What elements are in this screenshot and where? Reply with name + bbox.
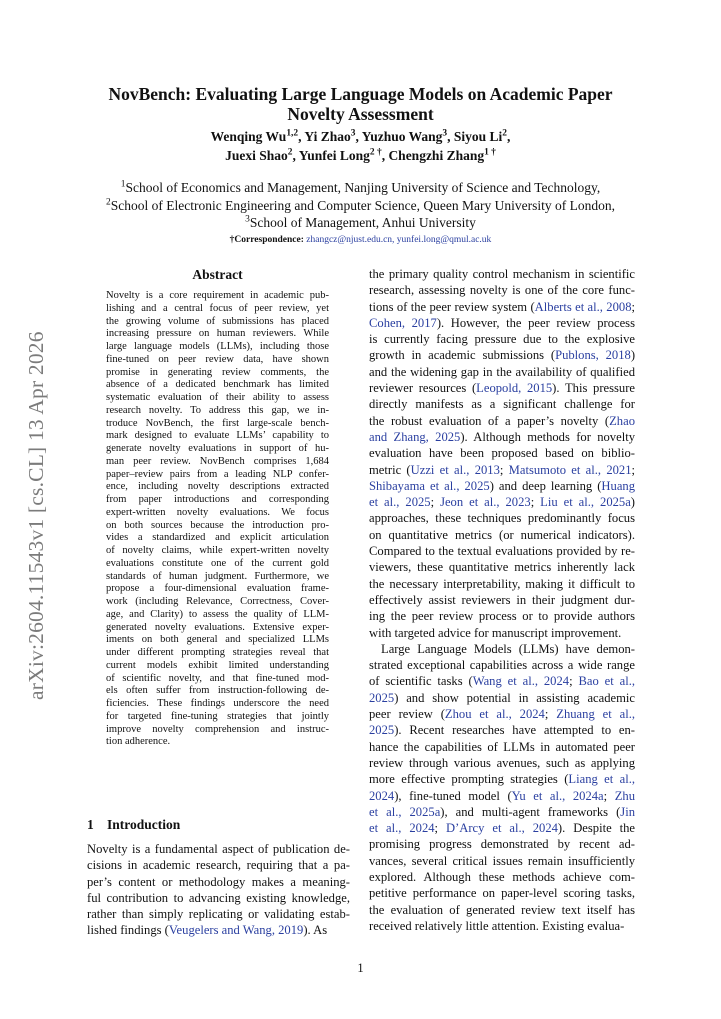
text-line: with targeted advice for manuscript improvement. [369,625,622,640]
abstract-line: evaluations constitute one of the current gold [106,557,329,569]
text-line: rather than simply replicating or validating estab- [87,907,350,922]
abstract-line: expert-written novelty evaluations. We focus [106,506,329,518]
citation-link[interactable]: Zhuang et al., [556,707,635,722]
affiliation-line [60,197,661,215]
section-heading [87,817,180,833]
text-line: metric (Uzzi et al., 2013; Matsumoto et al., 2021; [369,462,635,477]
citation-link[interactable]: et al., 2025 [369,495,431,510]
abstract-line: age, and Clarity) to assess the quality of LLM- [106,608,329,620]
affiliation-mark: 2 [106,197,111,207]
text-line: received relatively little attention. Existing evalua- [369,918,625,933]
citation-link[interactable]: Jeon et al., 2023 [440,495,531,510]
abstract-line: large language models (LLMs), including those [106,341,329,352]
abstract-line: of scientific novelty, and that fine-tuned mod- [106,672,329,684]
abstract-line: absence of a dedicated benchmark has limited [106,379,329,391]
text-line: Compared to the textual evaluations provided by re- [369,544,635,559]
citation-link[interactable]: Jin [620,804,635,819]
citation-link[interactable]: Uzzi et al., 2013 [410,462,500,477]
author-line-1: Wenqing Wu$^{1,2}$, Yi Zhao$^3$, Yuzhuo Wang$^3$, Siyou Li$^2$, [210,128,511,144]
intro-column-left [87,841,350,939]
page-number: 1 [357,961,364,975]
text-line: tions of the peer review system (Alberts et al., 2008; [369,299,635,314]
citation-link[interactable]: Veugelers and Wang, 2019 [168,923,304,938]
abstract-line: iments on both general and specialized LLMs [106,634,329,646]
abstract-line: ence, including novelty descriptions extracted [106,481,329,493]
affiliation-mark: 3 [245,214,250,225]
citation-link[interactable]: 2025 [369,723,395,738]
abstract-line: work (including Relevance, Correctness, Cover- [106,596,329,607]
abstract-body [106,290,329,749]
text-line: ful contribution to advancing existing knowledge, [87,890,350,905]
citation-link[interactable]: Wang et al., 2024 [472,674,570,689]
abstract-line: systematic evaluation of their ability to assess [106,392,329,403]
affiliation-mark: 1 [120,179,126,190]
abstract-line: paper–review pairs from a leading NLP confer- [106,468,329,480]
citation-link[interactable]: Cohen, 2017 [369,315,437,330]
text-line: on quantitative metrics (or numerical indicators). [369,527,635,542]
author-name: Chengzhi Zhang [388,148,485,163]
text-line: 2025). Recent researches have attempted to en- [369,723,635,738]
citation-link[interactable]: Yu et al., 2024a [511,788,604,803]
text-line: more effective prompting strategies (Liang et al., [369,772,635,787]
text-line: Large Language Models (LLMs) have demon- [381,641,635,656]
author-name: Yuzhuo Wang [361,129,443,144]
text-line: Novelty is a fundamental aspect of publication de- [87,842,350,856]
author-affil-mark: 2 [287,147,293,158]
abstract-line: vides a standardized and explicit articulation [106,532,329,544]
author-affil-mark: 3 [442,128,448,139]
text-line: the robust evaluation of a paper’s novelty (Zhao [369,413,635,428]
citation-link[interactable]: Liang et al., [568,772,635,787]
abstract-line: mark designed to evaluate LLMs’ capability to [106,430,329,442]
author-name: Yunfei Long [298,148,370,163]
citation-link[interactable]: D’Arcy et al., 2024 [445,821,558,836]
title-line-2: Novelty Assessment [287,104,434,124]
abstract-line: troduce NovBench, the first large-scale bench- [106,417,329,429]
abstract-line: promise in generating review comments, the [106,366,329,378]
affiliation-text: School of Electronic Engineering and Computer Science, Queen Mary University of London, [110,197,615,213]
author-list [80,127,641,165]
text-line: petitive performance on paper-level scoring tasks, [369,886,635,901]
abstract-line: tion adherence. [106,736,171,748]
section-number: 1 [87,817,94,832]
author-affil-mark: 2 [502,128,507,139]
abstract-line: fine-tuned on peer review data, have shown [106,353,329,365]
correspondence-label: †Correspondence: [229,235,304,245]
abstract-line: improve novelty comprehension and instruc- [106,723,329,735]
author-affil-mark: 1 † [484,147,496,158]
text-line: approaches, these techniques predominantly focus [369,511,635,526]
abstract-line: ficiencies. These findings underscore the need [106,698,329,709]
abstract-line: generated novelty evaluations. Extensive exper- [106,621,329,633]
citation-link[interactable]: Shibayama et al., 2025 [369,478,490,493]
citation-link[interactable]: et al., 2025a [369,804,441,819]
abstract-line: standards of human judgment. Furthermore, we [106,570,329,582]
author-affil-mark: 3 [350,128,356,139]
citation-link[interactable]: Zhu [614,788,635,803]
abstract-line: els often suffer from instruction-following de- [106,685,329,697]
citation-link[interactable]: Zhou et al., 2024 [444,707,545,722]
text-line: ing the peer review process or to provide authors [369,609,635,624]
correspondence [80,234,641,246]
text-line: per’s content or methodology makes a meaning- [87,874,350,889]
abstract-line: generate novelty evaluations in support of hu- [106,443,329,454]
abstract-line: on both sources because the introduction pro- [106,519,329,531]
citation-link[interactable]: Huang [601,478,635,493]
abstract-line: for targeted fine-tuning strategies that jointly [106,710,329,722]
affiliations [60,179,661,232]
text-line: directly manifests as a significant challenge for [369,397,635,412]
text-line: peer review (Zhou et al., 2024; Zhuang et al., [369,707,635,722]
citation-link[interactable]: Leopold, 2015 [476,381,553,396]
citation-link[interactable]: Matsumoto et al., 2021 [508,462,632,477]
abstract-line: the growing volume of submissions has placed [106,315,329,327]
author-name: Yi Zhao [304,129,351,144]
text-line: of scientific tasks (Wang et al., 2024; Bao et al., [369,674,635,689]
intro-column-right [369,266,635,934]
abstract-line: under different prompting strategies reveal that [106,647,329,658]
abstract-line: research novelty. To address this gap, we in- [106,404,329,416]
abstract-line: propose a four-dimensional evaluation frame- [106,583,329,595]
text-line: evaluation have been proposed based on biblio- [369,446,635,461]
text-line: effectively assist reviewers in their judgment dur- [369,592,635,607]
text-line: the primary quality control mechanism in scientific [369,267,635,281]
text-line: growth in academic submissions (Publons, 2018) [369,348,635,363]
abstract-line: increasing pressure on human reviewers. While [106,328,329,340]
text-line: the evaluation of generated review text itself has [369,902,635,917]
affiliation-line [60,214,661,232]
abstract-heading: Abstract [192,267,243,282]
text-line: promising progress demonstrated by recent ad- [369,837,635,852]
text-line: et al., 2025a), and multi-agent frameworks (Jin [369,804,635,819]
author-line-2: Juexi Shao$^2$, Yunfei Long$^{2 \dagger}$, Chengzhi Zhang$^{1 \dagger}$ [225,147,496,163]
text-line: et al., 2024; D’Arcy et al., 2024). Despite the [369,821,635,836]
text-line: Shibayama et al., 2025) and deep learning (Huang [369,478,635,493]
text-line: and Zhang, 2025). Although methods for novelty [369,429,635,444]
abstract-line: current models exhibit limited understanding [106,659,329,671]
affiliation-text: School of Economics and Management, Nanjing University of Science and Technology, [125,180,601,195]
text-line: hance the capabilities of LLMs in automated peer [369,739,635,754]
citation-link[interactable]: and Zhang, 2025 [369,429,461,444]
text-line: viewers, these quantitative metrics inherently lack [369,560,635,575]
text-line: explored. Although these methods achieve com- [369,869,635,884]
author-affil-mark: 1,2 [286,128,299,139]
title-line-1: NovBench: Evaluating Large Language Models on Academic Paper [108,84,613,104]
text-line: Cohen, 2017). However, the peer review process [369,315,635,330]
text-line: and the widening gap in the availability of qualified [369,364,635,379]
citation-link[interactable]: Publons, 2018 [555,348,631,363]
correspondence-emails[interactable]: zhangcz@njust.edu.cn, yunfei.long@qmul.ac.uk [306,235,492,245]
abstract-line: man peer review. NovBench comprises 1,684 [106,455,329,467]
text-line: strated exceptional capabilities across a wide range [369,658,635,673]
arxiv-stamp: arXiv:2604.11543v1 [cs.CL] 13 Apr 2026 [24,331,48,700]
citation-link[interactable]: et al., 2024 [369,821,435,836]
text-line: lished findings (Veugelers and Wang, 2019). As [87,923,328,938]
text-line: is currently facing pressure due to the explosive [369,332,635,347]
abstract-line: from paper introductions and corresponding [106,494,329,505]
citation-link[interactable]: 2024 [369,788,395,803]
citation-link[interactable]: 2025 [369,690,395,705]
affiliation-line [60,179,661,197]
citation-link[interactable]: Liu et al., 2025a [540,495,631,510]
author-name: Wenqing Wu [210,129,287,144]
text-line: the necessary interpretability, making it difficult to [369,576,635,591]
text-line: 2025) and show potential in assisting academic [369,690,635,705]
affiliation-text: School of Management, Anhui University [249,215,476,230]
section-title: Introduction [107,817,181,832]
text-line: 2024), fine-tuned model (Yu et al., 2024a; Zhu [369,788,635,803]
paper-title [80,84,641,124]
text-line: vances, several critical issues remain insufficiently [369,853,635,868]
text-line: research, assessing novelty is one of the core func- [369,283,635,298]
abstract-line: lishing and a central focus of peer review, yet [106,302,329,314]
citation-link[interactable]: Bao et al., [578,674,635,689]
citation-link[interactable]: Zhao [609,413,635,428]
text-line: et al., 2025; Jeon et al., 2023; Liu et al., 2025a) [369,495,635,510]
author-name: Juexi Shao [225,148,288,163]
text-line: review through various avenues, such as applying [369,755,635,770]
abstract-line: of novelty claims, while expert-written novelty [106,545,329,556]
author-name: Siyou Li [453,129,503,144]
text-line: reviewer resources (Leopold, 2015). This pressure [369,381,635,396]
abstract-line: Novelty is a core requirement in academic pub- [106,290,329,301]
author-affil-mark: 2 † [369,147,382,158]
text-line: cisions in academic research, requiring that a pa- [87,858,350,873]
citation-link[interactable]: Alberts et al., 2008 [534,299,632,314]
